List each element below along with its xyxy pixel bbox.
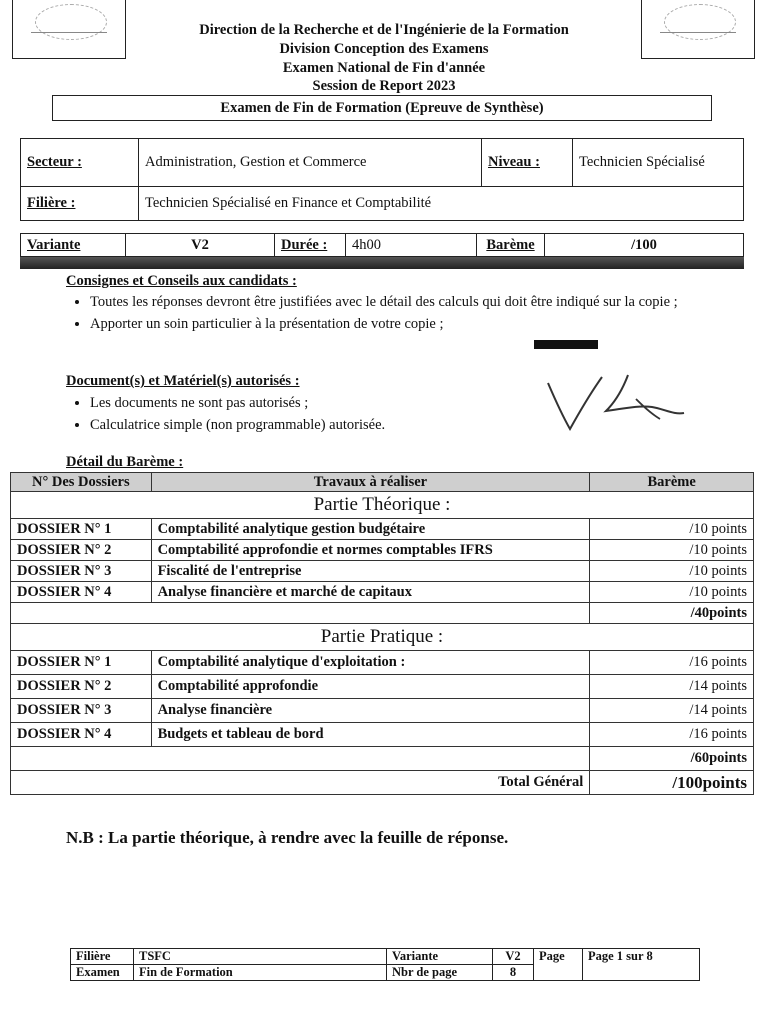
footer-table <box>70 948 700 981</box>
footer-nbr-value: 8 <box>493 965 534 981</box>
list-item: • Apporter un soin particulier à la présentation de votre copie ; <box>90 314 740 334</box>
info-table <box>20 138 744 221</box>
col-header-travaux: Travaux à réaliser <box>151 473 590 492</box>
bareme-title: Détail du Barème : <box>66 454 184 470</box>
header-line-3: Examen National de Fin d'année <box>282 60 486 76</box>
filiere-value: Technicien Spécialisé en Finance et Comptabilité <box>139 187 744 221</box>
footer-filiere-label: Filière <box>71 949 134 965</box>
footer-page-value: Page 1 sur 8 <box>583 949 700 981</box>
points-cell: /10 points <box>590 519 754 540</box>
exam-title: Examen de Fin de Formation (Epreuve de Synthèse) <box>52 95 712 121</box>
points-cell: /14 points <box>590 699 754 723</box>
footer-examen-value: Fin de Formation <box>134 965 387 981</box>
table-row <box>11 582 754 603</box>
filiere-label: Filière : <box>21 187 139 221</box>
documents-list <box>66 393 530 437</box>
travail-cell: Fiscalité de l'entreprise <box>151 561 590 582</box>
documents-title: Document(s) et Matériel(s) autorisés : <box>66 373 300 389</box>
theorique-subtotal: /40points <box>590 603 754 624</box>
list-item: • Toutes les réponses devront être justifiées avec le détail des calculs qui doit être indiqué sur la copie ; <box>90 292 740 312</box>
header-line-1: Direction de la Recherche et de l'Ingénierie de la Formation <box>199 22 569 38</box>
dossier-cell: DOSSIER N° 2 <box>11 675 152 699</box>
bareme-label: Barème <box>477 234 545 257</box>
dossier-cell: DOSSIER N° 4 <box>11 582 152 603</box>
header-line-2: Division Conception des Examens <box>279 41 489 57</box>
duree-value: 4h00 <box>346 234 477 257</box>
secteur-label: Secteur : <box>21 139 139 187</box>
points-cell: /16 points <box>590 651 754 675</box>
table-row <box>11 723 754 747</box>
partie-pratique-title: Partie Pratique : <box>11 624 754 651</box>
footer-variante-label: Variante <box>387 949 493 965</box>
travail-cell: Comptabilité approfondie <box>151 675 590 699</box>
travail-cell: Analyse financière et marché de capitaux <box>151 582 590 603</box>
col-header-bareme: Barème <box>590 473 754 492</box>
table-row <box>11 519 754 540</box>
separator-bar <box>20 257 744 269</box>
consignes-title: Consignes et Conseils aux candidats : <box>66 273 297 289</box>
points-cell: /10 points <box>590 561 754 582</box>
footer-examen-label: Examen <box>71 965 134 981</box>
footer-variante-value: V2 <box>493 949 534 965</box>
redaction-mark <box>534 340 598 349</box>
dossier-cell: DOSSIER N° 3 <box>11 699 152 723</box>
col-header-dossiers: N° Des Dossiers <box>11 473 152 492</box>
travail-cell: Comptabilité approfondie et normes comptables IFRS <box>151 540 590 561</box>
partie-theorique-title: Partie Théorique : <box>11 492 754 519</box>
niveau-value: Technicien Spécialisé <box>573 139 744 187</box>
header-line-4: Session de Report 2023 <box>312 78 456 94</box>
travail-cell: Budgets et tableau de bord <box>151 723 590 747</box>
dossier-cell: DOSSIER N° 1 <box>11 651 152 675</box>
footer-filiere-value: TSFC <box>134 949 387 965</box>
nb-note: N.B : La partie théorique, à rendre avec la feuille de réponse. <box>66 828 509 847</box>
variante-value: V2 <box>126 234 275 257</box>
dossier-cell: DOSSIER N° 2 <box>11 540 152 561</box>
footer-nbr-label: Nbr de page <box>387 965 493 981</box>
travail-cell: Comptabilité analytique d'exploitation : <box>151 651 590 675</box>
duree-label: Durée : <box>275 234 346 257</box>
list-item: • Les documents ne sont pas autorisés ; <box>90 393 530 413</box>
secteur-value: Administration, Gestion et Commerce <box>139 139 482 187</box>
points-cell: /14 points <box>590 675 754 699</box>
dossier-cell: DOSSIER N° 3 <box>11 561 152 582</box>
subtotal-spacer <box>11 603 590 624</box>
points-cell: /16 points <box>590 723 754 747</box>
handwritten-variant-mark <box>540 365 690 445</box>
bareme-value: /100 <box>545 234 744 257</box>
dossier-cell: DOSSIER N° 4 <box>11 723 152 747</box>
bareme-table <box>10 472 754 795</box>
list-item: • Calculatrice simple (non programmable) autorisée. <box>90 415 530 435</box>
travail-cell: Comptabilité analytique gestion budgétaire <box>151 519 590 540</box>
table-row <box>11 675 754 699</box>
table-row <box>11 651 754 675</box>
points-cell: /10 points <box>590 582 754 603</box>
footer-page-label: Page <box>534 949 583 981</box>
table-row <box>11 561 754 582</box>
travail-cell: Analyse financière <box>151 699 590 723</box>
points-cell: /10 points <box>590 540 754 561</box>
subtotal-spacer <box>11 747 590 771</box>
consignes-list <box>66 292 740 336</box>
table-row <box>11 540 754 561</box>
dossier-cell: DOSSIER N° 1 <box>11 519 152 540</box>
variante-row <box>20 233 744 257</box>
pratique-subtotal: /60points <box>590 747 754 771</box>
variante-label: Variante <box>21 234 126 257</box>
niveau-label: Niveau : <box>482 139 573 187</box>
table-row <box>11 699 754 723</box>
total-general-label: Total Général <box>11 771 590 795</box>
total-general-value: /100points <box>590 771 754 795</box>
